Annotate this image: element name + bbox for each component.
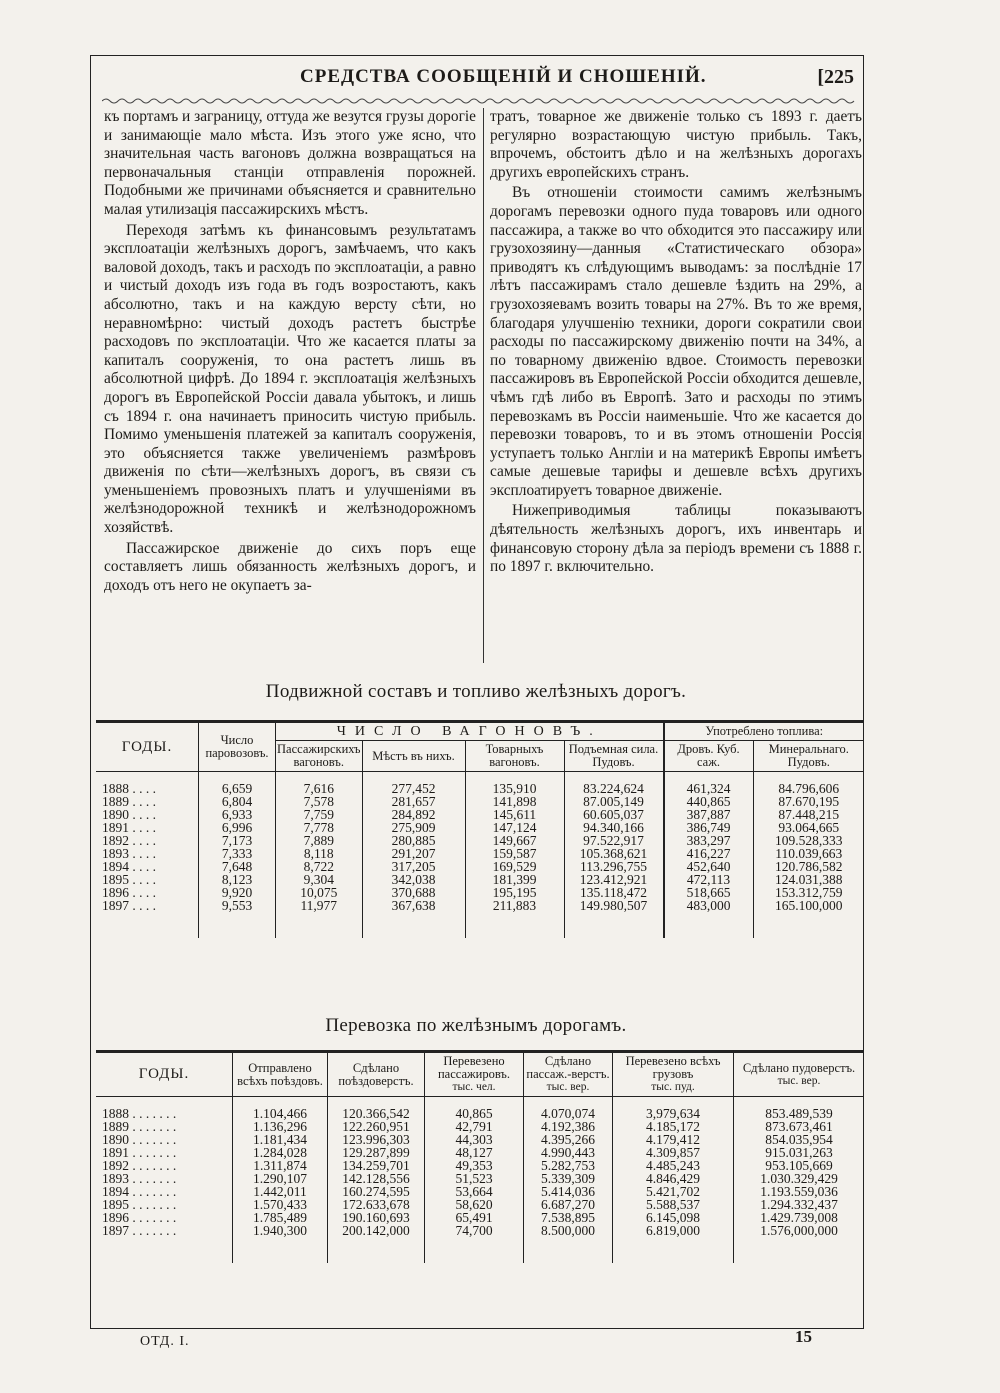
table-cell: 8.500,000 — [524, 1224, 613, 1263]
table-cell: 84.796,606 — [753, 772, 864, 796]
table-cell: 65,491 — [425, 1211, 524, 1224]
table-cell: 190.160,693 — [328, 1211, 425, 1224]
row-year: 1888 . . . . — [102, 781, 156, 796]
row-year: 1888 . . . . . . . — [102, 1106, 177, 1121]
table-cell: 1.104,466 — [233, 1097, 328, 1121]
table-cell: 141,898 — [465, 795, 564, 808]
table-cell: 135.118,472 — [564, 886, 664, 899]
wavy-rule — [102, 97, 858, 105]
table-cell: 7,616 — [276, 772, 363, 796]
table2-header-freight-unit: тыс. пуд. — [651, 1081, 695, 1093]
table-row — [96, 808, 864, 821]
table-cell: 53,664 — [425, 1185, 524, 1198]
table1-header-seats: Мѣстъ въ нихъ. — [362, 741, 465, 772]
table2-header-pud-versts-unit: тыс. вер. — [777, 1074, 821, 1087]
table2-header-passengers — [425, 1052, 524, 1097]
table-cell: 11,977 — [276, 899, 363, 938]
table-cell: 74,700 — [425, 1224, 524, 1263]
row-year: 1895 . . . . — [102, 872, 156, 887]
table1-title: Подвижной составъ и топливо желѣзныхъ дорогъ. — [265, 681, 687, 702]
table-cell: 7,648 — [199, 860, 276, 873]
table2-header-freight-label: Перевезено всѣхъ грузовъ — [625, 1054, 721, 1081]
paragraph: тратъ, товарное же движеніе только съ 1893 г. даетъ регулярно возрастающую чистую прибыль. Такъ, впрочемъ, обстоитъ дѣло и на желѣзныхъ дорогахъ другихъ европейскихъ странъ. — [490, 108, 862, 181]
text-column-left — [104, 108, 476, 595]
table-cell: 153.312,759 — [753, 886, 864, 899]
row-year: 1897 . . . . — [102, 898, 156, 913]
table-row — [96, 847, 864, 860]
table-cell: 1.429.739,008 — [734, 1211, 865, 1224]
table-cell: 6,659 — [199, 772, 276, 796]
table-cell: 1.030.329,429 — [734, 1172, 865, 1185]
text-column-right — [490, 108, 862, 577]
table-cell: 483,000 — [664, 899, 754, 938]
table-cell: 5.339,309 — [524, 1172, 613, 1185]
table2-header-pass-versts-label: Сдѣлано пассаж.-верстъ. — [526, 1054, 610, 1081]
table-cell: 4.990,443 — [524, 1146, 613, 1159]
table1 — [96, 720, 864, 938]
table-cell: 51,523 — [425, 1172, 524, 1185]
table-cell: 518,665 — [664, 886, 754, 899]
table2-title: Перевозка по желѣзнымъ дорогамъ. — [325, 1015, 627, 1036]
table-cell: 122.260,951 — [328, 1120, 425, 1133]
row-year: 1892 . . . . — [102, 833, 156, 848]
table-cell: 6,996 — [199, 821, 276, 834]
table-cell: 7,333 — [199, 847, 276, 860]
table-cell: 953.105,669 — [734, 1159, 865, 1172]
table-cell: 6.819,000 — [613, 1224, 734, 1263]
table-cell: 169,529 — [465, 860, 564, 873]
table-cell: 4.846,429 — [613, 1172, 734, 1185]
table-cell: 1.311,874 — [233, 1159, 328, 1172]
table-cell: 7,759 — [276, 808, 363, 821]
table1-header-locomotives: Число паровозовъ. — [199, 722, 276, 772]
table-cell: 1.442,011 — [233, 1185, 328, 1198]
table-cell: 165.100,000 — [753, 899, 864, 938]
row-year: 1893 . . . . . . . — [102, 1171, 177, 1186]
table-cell: 44,303 — [425, 1133, 524, 1146]
table-cell: 147,124 — [465, 821, 564, 834]
table-cell: 1.570,433 — [233, 1198, 328, 1211]
table-cell: 440,865 — [664, 795, 754, 808]
table-cell: 386,749 — [664, 821, 754, 834]
table1-header-wood: Дровъ. Куб. саж. — [664, 741, 754, 772]
table-cell: 113.296,755 — [564, 860, 664, 873]
table-cell: 277,452 — [362, 772, 465, 796]
paragraph: Переходя затѣмъ къ финансовымъ результатамъ эксплоатаціи желѣзныхъ дорогъ, замѣчаемъ, что какъ валовой доходъ, такъ и расходъ по эксплоатаціи, а равно и чистый доходъ изъ года въ годъ возростаютъ, какъ абсолютно, такъ и на каждую версту сѣти, но неравномѣрно: чистый доходъ растетъ быстрѣе расходовъ по эксплоатаціи. Что же касается платы за капиталъ сооруженія, то она растетъ лишь въ абсолютной цифрѣ. До 1894 г. эксплоатація желѣзныхъ дорогъ въ Европейской Россіи давала убытокъ, и лишь съ 1894 г. она начинаетъ приносить чистую прибыль. Помимо уменьшенія платежей за капиталъ сооруженія, это объясняется также увеличеніемъ размѣровъ движенія по сѣти—желѣзныхъ дорогъ, въ связи съ уменьшеніемъ провозныхъ платъ и улучшеніями въ желѣзнодорожной техникѣ и желѣзнодорожномъ хозяйствѣ. — [104, 221, 476, 537]
table-cell: 4.070,074 — [524, 1097, 613, 1121]
table-row — [96, 834, 864, 847]
table-cell: 49,353 — [425, 1159, 524, 1172]
table-row — [96, 772, 864, 796]
table-row — [96, 860, 864, 873]
table-cell: 367,638 — [362, 899, 465, 938]
table-cell: 135,910 — [465, 772, 564, 796]
table-cell: 4.309,857 — [613, 1146, 734, 1159]
row-year: 1894 . . . . . . . — [102, 1184, 177, 1199]
footer-section: ОТД. I. — [140, 1334, 190, 1349]
table-cell: 6.687,270 — [524, 1198, 613, 1211]
table-row — [96, 821, 864, 834]
table-cell: 134.259,701 — [328, 1159, 425, 1172]
table-cell: 854.035,954 — [734, 1133, 865, 1146]
row-year: 1892 . . . . . . . — [102, 1158, 177, 1173]
paragraph: къ портамъ и заграницу, оттуда же везутся грузы дорогіе и занимающіе мало мѣста. Изъ этого уже ясно, что значительная часть вагоновъ должна возвращаться на первоначальныя станціи отправленія порожней. Подобными же причинами объясняется и сравнительно малая утилизація пассажирскихъ мѣстъ. — [104, 108, 476, 218]
table-cell: 4.485,243 — [613, 1159, 734, 1172]
table-cell: 159,587 — [465, 847, 564, 860]
table2-body — [96, 1097, 864, 1264]
table-cell: 8,123 — [199, 873, 276, 886]
table-cell: 48,127 — [425, 1146, 524, 1159]
table2-header-pud-versts — [734, 1052, 865, 1097]
table1-header-wagons-group: ЧИСЛО ВАГОНОВЪ. — [276, 722, 664, 741]
table-cell: 42,791 — [425, 1120, 524, 1133]
table-cell: 10,075 — [276, 886, 363, 899]
row-year: 1891 . . . . — [102, 820, 156, 835]
table2-header-years: ГОДЫ. — [138, 1066, 190, 1082]
table2-header-passengers-label: Перевезено пассажировъ. — [437, 1054, 511, 1081]
table-cell: 387,887 — [664, 808, 754, 821]
running-head — [90, 66, 862, 92]
table-cell: 873.673,461 — [734, 1120, 865, 1133]
running-head-title: СРЕДСТВА СООБЩЕНІЙ И СНОШЕНІЙ. — [300, 66, 707, 87]
row-year: 1896 . . . . — [102, 885, 156, 900]
table1-header-capacity: Подъемная сила. Пудовъ. — [564, 741, 664, 772]
table-cell: 5.414,036 — [524, 1185, 613, 1198]
table-cell: 4.192,386 — [524, 1120, 613, 1133]
table-cell: 211,883 — [465, 899, 564, 938]
table-cell: 87.448,215 — [753, 808, 864, 821]
table-cell: 370,688 — [362, 886, 465, 899]
table-cell: 472,113 — [664, 873, 754, 886]
paragraph: Пассажирское движеніе до сихъ поръ еще составляетъ лишь обязанность желѣзныхъ дорогъ, и доходъ отъ него не окупаетъ за- — [104, 539, 476, 594]
running-head-page: [225 — [817, 66, 854, 88]
table-cell: 291,207 — [362, 847, 465, 860]
table1-body — [96, 772, 864, 939]
table1-header-fuel-group: Употреблено топлива: — [664, 722, 865, 741]
table-cell: 93.064,665 — [753, 821, 864, 834]
table-cell: 120.366,542 — [328, 1097, 425, 1121]
table-cell: 181,399 — [465, 873, 564, 886]
row-year: 1893 . . . . — [102, 846, 156, 861]
row-year: 1897 . . . . . . . — [102, 1223, 177, 1238]
table-cell: 123.412,921 — [564, 873, 664, 886]
table-cell: 6.145,098 — [613, 1211, 734, 1224]
table-cell: 5.421,702 — [613, 1185, 734, 1198]
table2-header-train-versts: Сдѣлано поѣздоверстъ. — [328, 1052, 425, 1097]
table-cell: 4.179,412 — [613, 1133, 734, 1146]
table-row — [96, 873, 864, 886]
table-cell: 40,865 — [425, 1097, 524, 1121]
table-cell: 109.528,333 — [753, 834, 864, 847]
table-cell: 9,553 — [199, 899, 276, 938]
table-row — [96, 899, 864, 938]
paragraph: Въ отношеніи стоимости самимъ желѣзнымъ дорогамъ перевозки одного пуда товаровъ или одного пассажира, а также во что обходится это пассажиру или грузохозяину—данныя «Статистическаго обзора» приводятъ къ слѣдующимъ выводамъ: за послѣдніе 17 лѣтъ пассажирамъ стало дешевле ѣздить на 29%, а грузохозяевамъ возить товары на 27%. Въ то же время, благодаря улучшенію техники, дороги сократили свои расходы по пассажирскому движенію почти на 34%, а по товарному движенію вдвое. Стоимость перевозки пассажировъ въ Европейской Россіи обходится дешевле, чѣмъ гдѣ либо въ Европѣ. Зато и расходы по этимъ перевозкамъ въ Россіи наименьшіе. Что же касается до перевозки товаровъ, то и въ этомъ отношеніи Россія уступаетъ только Англіи и на материкѣ Европы имѣетъ самые дешевые тарифы и дешевле всѣхъ другихъ эксплоатируетъ товарное движеніе. — [490, 184, 862, 499]
table-cell: 1.290,107 — [233, 1172, 328, 1185]
table-cell: 281,657 — [362, 795, 465, 808]
table-row — [96, 1097, 864, 1121]
table-cell: 342,038 — [362, 873, 465, 886]
table-cell: 1.136,296 — [233, 1120, 328, 1133]
table-cell: 1.785,489 — [233, 1211, 328, 1224]
table-cell: 60.605,037 — [564, 808, 664, 821]
row-year: 1891 . . . . . . . — [102, 1145, 177, 1160]
table-cell: 5.282,753 — [524, 1159, 613, 1172]
paragraph: Нижеприводимыя таблицы показываютъ дѣятельность желѣзныхъ дорогъ, ихъ инвентарь и финансовую сторону дѣла за періодъ времени съ 1888 г. по 1897 г. включительно. — [490, 502, 862, 576]
table-cell: 124.031,388 — [753, 873, 864, 886]
table-row — [96, 795, 864, 808]
table-cell: 7,778 — [276, 821, 363, 834]
table-cell: 110.039,663 — [753, 847, 864, 860]
table-cell: 149.980,507 — [564, 899, 664, 938]
table-cell: 9,920 — [199, 886, 276, 899]
table-cell: 87.005,149 — [564, 795, 664, 808]
row-year: 1895 . . . . . . . — [102, 1197, 177, 1212]
table-cell: 1.576,000,000 — [734, 1224, 865, 1263]
table-cell: 160.274,595 — [328, 1185, 425, 1198]
row-year: 1889 . . . . — [102, 794, 156, 809]
table-cell: 7,889 — [276, 834, 363, 847]
table-cell: 383,297 — [664, 834, 754, 847]
table2-header-passengers-unit: тыс. чел. — [452, 1081, 496, 1093]
table-cell: 8,118 — [276, 847, 363, 860]
table-cell: 6,804 — [199, 795, 276, 808]
table-cell: 200.142,000 — [328, 1224, 425, 1263]
table1-header-passenger-wagons: Пассажирскихъ вагоновъ. — [276, 741, 363, 772]
table-cell: 6,933 — [199, 808, 276, 821]
table-cell: 5.588,537 — [613, 1198, 734, 1211]
table-cell: 142.128,556 — [328, 1172, 425, 1185]
footer-page-number: 15 — [795, 1327, 812, 1346]
table2-header-trains: Отправлено всѣхъ поѣздовъ. — [233, 1052, 328, 1097]
table2-header-freight — [613, 1052, 734, 1097]
table-cell: 145,611 — [465, 808, 564, 821]
table-cell: 149,667 — [465, 834, 564, 847]
row-year: 1896 . . . . . . . — [102, 1210, 177, 1225]
table-cell: 1.284,028 — [233, 1146, 328, 1159]
table-cell: 1.193.559,036 — [734, 1185, 865, 1198]
table-cell: 195,195 — [465, 886, 564, 899]
table-row — [96, 886, 864, 899]
table-cell: 416,227 — [664, 847, 754, 860]
table-cell: 7.538,895 — [524, 1211, 613, 1224]
table-cell: 83.224,624 — [564, 772, 664, 796]
table-cell: 123.996,303 — [328, 1133, 425, 1146]
table-cell: 7,578 — [276, 795, 363, 808]
table-cell: 97.522,917 — [564, 834, 664, 847]
table1-header-years: ГОДЫ. — [96, 722, 199, 772]
row-year: 1889 . . . . . . . — [102, 1119, 177, 1134]
table1-header-mineral: Минеральнаго. Пудовъ. — [753, 741, 864, 772]
table-cell: 4.185,172 — [613, 1120, 734, 1133]
row-year: 1894 . . . . — [102, 859, 156, 874]
row-year: 1890 . . . . . . . — [102, 1132, 177, 1147]
table-cell: 129.287,899 — [328, 1146, 425, 1159]
table1-header-freight-wagons: Товарныхъ вагоновъ. — [465, 741, 564, 772]
table-cell: 280,885 — [362, 834, 465, 847]
table-cell: 4.395,266 — [524, 1133, 613, 1146]
table-cell: 105.368,621 — [564, 847, 664, 860]
table-cell: 7,173 — [199, 834, 276, 847]
table-cell: 461,324 — [664, 772, 754, 796]
table-cell: 1.181,434 — [233, 1133, 328, 1146]
table-cell: 915.031,263 — [734, 1146, 865, 1159]
column-rule — [483, 108, 484, 663]
table-cell: 120.786,582 — [753, 860, 864, 873]
table-cell: 94.340,166 — [564, 821, 664, 834]
table-cell: 317,205 — [362, 860, 465, 873]
row-year: 1890 . . . . — [102, 807, 156, 822]
table-cell: 853.489,539 — [734, 1097, 865, 1121]
table-cell: 1.940,300 — [233, 1224, 328, 1263]
table-cell: 58,620 — [425, 1198, 524, 1211]
table-cell: 1.294.332,437 — [734, 1198, 865, 1211]
table-cell: 452,640 — [664, 860, 754, 873]
table2-header-pass-versts-unit: тыс. вер. — [546, 1081, 590, 1093]
table2 — [96, 1050, 864, 1263]
table-cell: 9,304 — [276, 873, 363, 886]
table-cell: 284,892 — [362, 808, 465, 821]
table-cell: 172.633,678 — [328, 1198, 425, 1211]
table-cell: 3,979,634 — [613, 1097, 734, 1121]
table-row — [96, 1224, 864, 1263]
table2-header-pass-versts — [524, 1052, 613, 1097]
table2-header-pud-versts-label: Сдѣлано пудоверстъ. — [742, 1060, 856, 1075]
table-cell: 87.670,195 — [753, 795, 864, 808]
table-cell: 8,722 — [276, 860, 363, 873]
table-cell: 275,909 — [362, 821, 465, 834]
